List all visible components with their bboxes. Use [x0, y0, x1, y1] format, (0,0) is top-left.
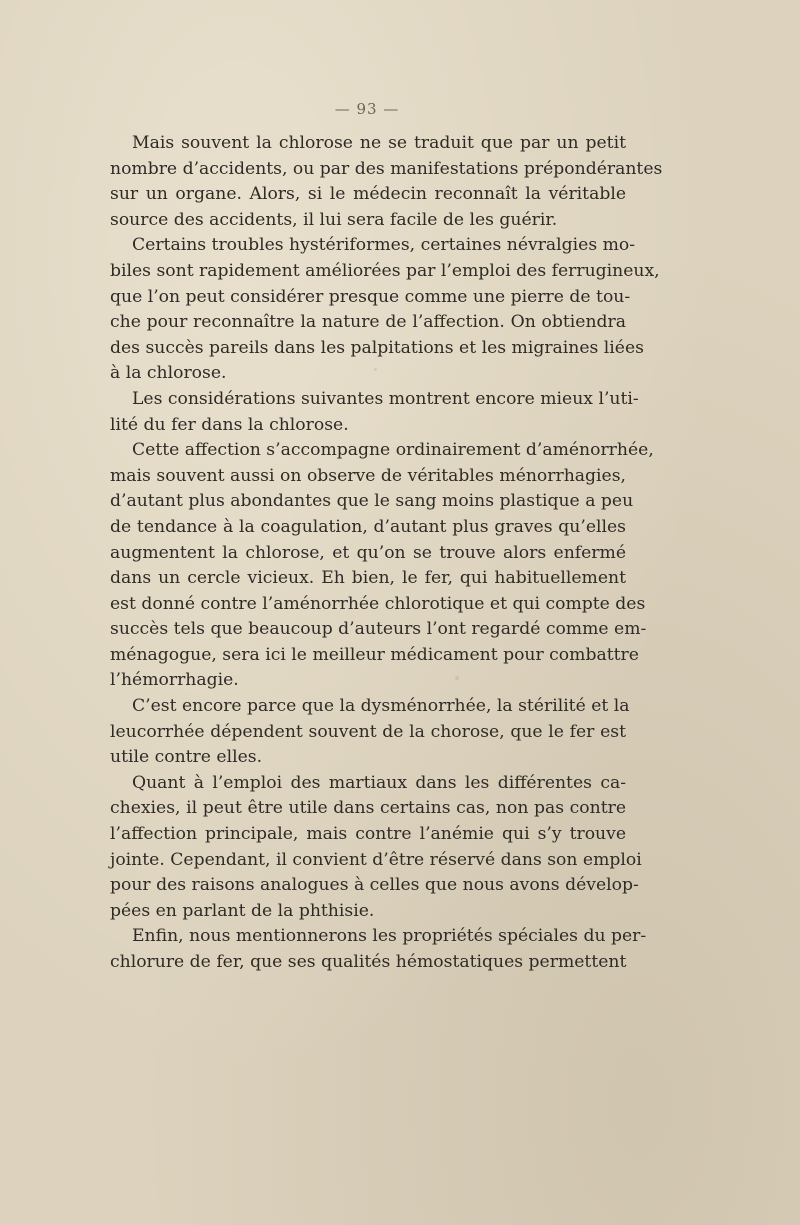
- paper-speck: [374, 368, 377, 371]
- text-line: nombre d’accidents, ou par des manifestations prépondérantes: [110, 158, 663, 179]
- text-line: de tendance à la coagulation, d’autant plus graves qu’elles: [110, 516, 626, 537]
- text-line: jointe. Cependant, il convient d’être réservé dans son emploi: [110, 849, 642, 870]
- text-line: pées en parlant de la phthisie.: [110, 900, 375, 921]
- text-line: Cette affection s’accompagne ordinairement d’aménorrhée,: [132, 440, 654, 461]
- text-line: est donné contre l’aménorrhée chlorotique et qui compte des: [110, 593, 646, 614]
- paragraph: [110, 924, 647, 975]
- text-line: lité du fer dans la chlorose.: [110, 414, 349, 435]
- text-line: sur un organe. Alors, si le médecin reconnaît la véritable: [110, 184, 626, 205]
- text-line: que l’on peut considérer presque comme une pierre de tou-: [110, 286, 631, 307]
- text-line: succès tels que beaucoup d’auteurs l’ont regardé comme em-: [110, 619, 647, 640]
- paragraph: [110, 694, 630, 771]
- text-line: source des accidents, il lui sera facile de les guérir.: [110, 209, 558, 230]
- text-line: ménagogue, sera ici le meilleur médicament pour combattre: [110, 644, 639, 665]
- paragraph: [110, 438, 654, 694]
- text-line: d’autant plus abondantes que le sang moins plastique a peu: [110, 491, 634, 512]
- paper-speck: [455, 676, 459, 680]
- text-line: chlorure de fer, que ses qualités hémostatiques permettent: [110, 952, 627, 972]
- paragraph: [110, 233, 660, 387]
- paragraph: [110, 131, 663, 233]
- text-line: l’affection principale, mais contre l’anémie qui s’y trouve: [110, 824, 626, 845]
- text-line: pour des raisons analogues à celles que nous avons dévelop-: [110, 875, 639, 896]
- body-text: [110, 131, 663, 976]
- text-line: Les considérations suivantes montrent encore mieux l’uti-: [132, 388, 639, 409]
- page-number: — 93 —: [334, 100, 400, 118]
- text-line: leucorrhée dépendent souvent de la chorose, que le fer est: [110, 721, 626, 742]
- text-line: augmentent la chlorose, et qu’on se trouve alors enfermé: [110, 542, 626, 563]
- text-line: Mais souvent la chlorose ne se traduit que par un petit: [132, 133, 626, 153]
- text-line: dans un cercle vicieux. Eh bien, le fer, qui habituellement: [110, 568, 626, 589]
- text-line: chexies, il peut être utile dans certains cas, non pas contre: [110, 798, 626, 819]
- text-line: C’est encore parce que la dysménorrhée, la stérilité et la: [132, 696, 630, 717]
- text-line: mais souvent aussi on observe de véritables ménorrhagies,: [110, 465, 626, 486]
- text-line: Enfin, nous mentionnerons les propriétés spéciales du per-: [132, 926, 647, 947]
- text-line: utile contre elles.: [110, 747, 263, 768]
- text-line: Quant à l’emploi des martiaux dans les différentes ca-: [132, 772, 626, 793]
- text-line: l’hémorrhagie.: [110, 670, 239, 691]
- text-line: biles sont rapidement améliorées par l’emploi des ferrugineux,: [110, 260, 660, 281]
- text-line: Certains troubles hystériformes, certaines névralgies mo-: [132, 235, 636, 256]
- text-line: che pour reconnaître la nature de l’affection. On obtiendra: [110, 312, 626, 333]
- paragraph: [110, 771, 642, 925]
- text-line: des succès pareils dans les palpitations et les migraines liées: [110, 337, 644, 358]
- paragraph: [110, 387, 639, 438]
- text-line: à la chlorose.: [110, 363, 227, 384]
